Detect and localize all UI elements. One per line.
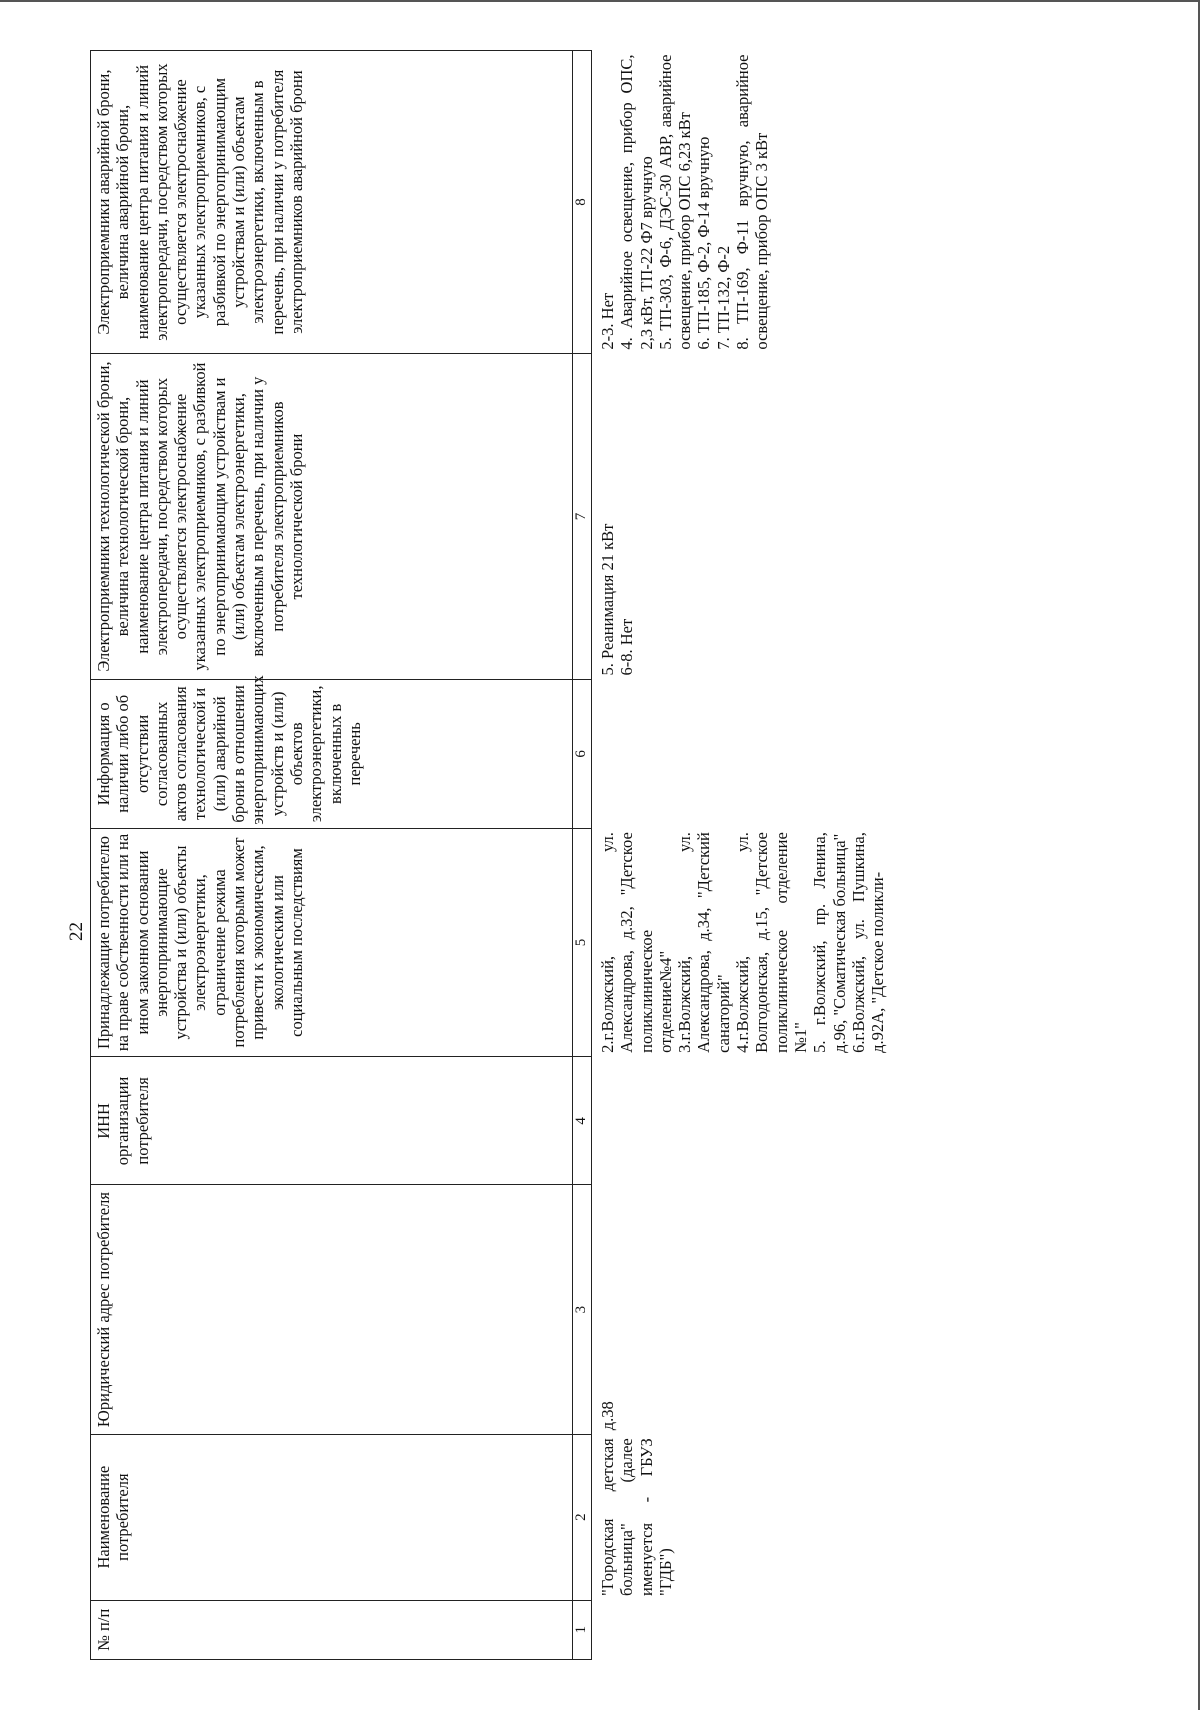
header-row [91,51,573,1660]
consumer-table [90,50,893,1660]
page-number: 22 [66,922,87,941]
column-number-row [573,51,592,1660]
device-entry: 3.г.Волжский, ул. Александрова, д.34, "Детский санаторий" [675,832,733,1053]
column-number: 8 [573,51,592,354]
page-edge-top [0,0,1200,2]
devices-cell [592,828,894,1057]
technological-reserve-entry: 5. Реанимация 21 кВт [598,523,617,676]
column-number: 7 [573,354,592,680]
header-cell-8: Электроприемники аварийной брони, величина аварийной брони, наименование центра питания и линий электропередачи, посредством которых осуществляется электроснабжение указанных электроприемников, с разбивкой по энергопринимающим устройствам и (или) объектам электроэнергетики, включенным в перечень, при наличии у потребителя электроприемников аварийной брони [91,51,573,354]
emergency-reserve-entry: 8. ТП-169, Ф-11 вручную, аварийное освещение, прибор ОПС 3 кВт [733,54,772,350]
device-entry: 2.г.Волжский, ул. Александрова, д.32, "Детское поликлиническое отделение№4" [598,832,675,1053]
emergency-reserve-entry: 5. ТП-303, Ф-6, ДЭС-30 АВР, аварийное освещение, прибор ОПС 6,23 кВт [655,54,695,350]
header-cell-7: Электроприемники технологической брони, величина технологической брони, наименование центра питания и линий электропередачи, посредством которых осуществляется электроснабжение указанных электроприемников, с разбивкой по энергопринимающим устройствам и (или) объектам электроэнергетики, включенным в перечень, при наличии у потребителя электроприемников технологической брони [91,354,573,680]
column-number: 2 [573,1434,592,1600]
header-cell-4: ИНН организации потребителя [91,1057,573,1185]
emergency-reserve-entry: 2-3. Нет [598,292,617,350]
technological-reserve-cell [592,354,894,680]
emergency-reserve-cell [592,51,894,354]
header-cell-6: Информация о наличии либо об отсутствии согласованных актов согласования технологической и (или) аварийной брони в отношении энергопринимающих устройств и (или) объектов электроэнергетики, включенных в перечень [91,680,573,829]
emergency-reserve-entry: 7. ТП-132, Ф-2 [713,245,733,350]
emergency-reserve-entry: 6. ТП-185, Ф-2, Ф-14 вручную [694,136,714,350]
device-entry: 5. г.Волжский, пр. Ленина, д.96, "Соматическая больница" [810,832,849,1053]
device-entry: 6.г.Волжский, ул. Пушкина, д.92А, "Детское поликли- [848,832,888,1053]
column-number: 5 [573,828,592,1057]
column-number: 1 [573,1600,592,1659]
table-row [592,51,894,1660]
legal-address-cell: д.38 [598,1401,617,1431]
header-cell-2: Наименование потребителя [91,1434,573,1600]
technological-reserve-entry: 6-8. Нет [617,618,637,676]
column-number: 4 [573,1057,592,1185]
header-cell-1: № п/п [91,1600,573,1659]
inn-cell [592,1057,894,1185]
header-cell-5: Принадлежащие потребителю на праве собственности или на ином законном основании энергопринимающие устройства и (или) объекты электроэнергетики, ограничение режима потребления которыми может привести к экономическим, экологическим или социальным последствиям [91,828,573,1057]
row-number-cell [592,1600,894,1659]
rotated-table-container [90,50,1090,1660]
emergency-reserve-entry: 4. Аварийное освещение, прибор ОПС, 2,3 кВт, ТП-22 Ф7 вручную [617,54,656,350]
consumer-name-cell: "Городская детская больница" (далее именуется - ГБУЗ "ГДБ") [598,1438,675,1597]
agreement-info-cell [592,680,894,829]
device-entry: 4.г.Волжский, ул. Волгодонская, д.15, "Детское поликлиническое отделение №1" [733,832,810,1053]
column-number: 3 [573,1185,592,1434]
column-number: 6 [573,680,592,829]
header-cell-3: Юридический адрес потребителя [91,1185,573,1434]
